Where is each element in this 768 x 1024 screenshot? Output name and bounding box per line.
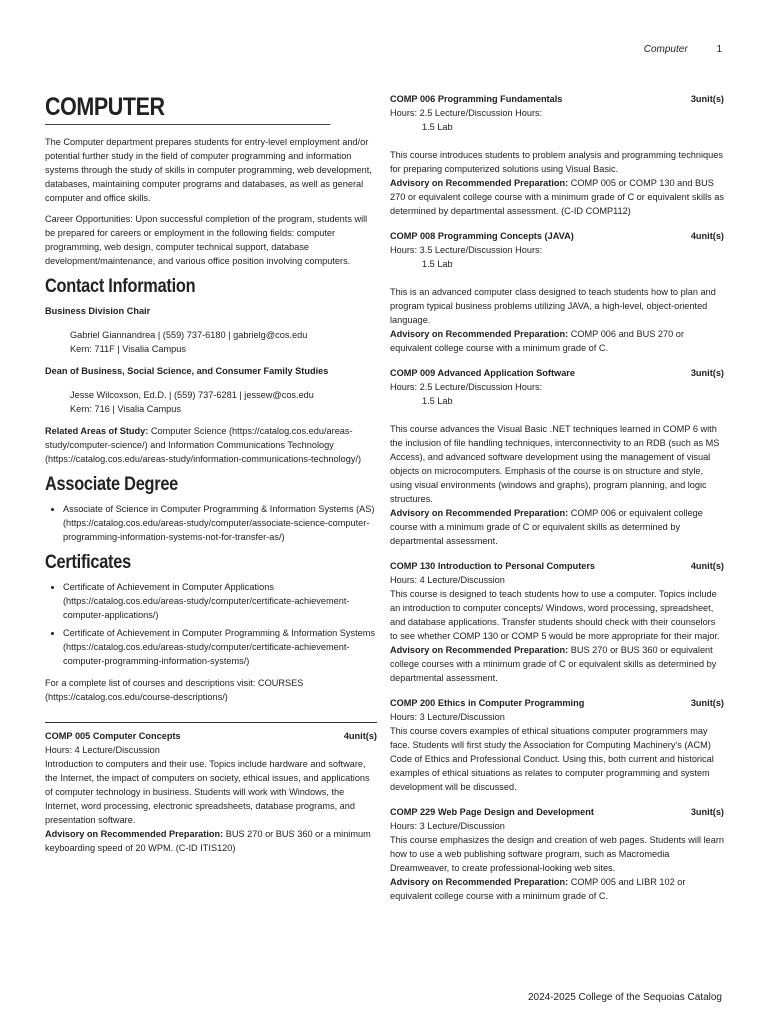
running-header (644, 44, 722, 55)
running-title: Computer (643, 44, 688, 55)
dean-line-2: Kern: 716 | Visalia Campus (70, 404, 181, 414)
course-hours: Hours: 4 Lecture/Discussion (390, 575, 505, 585)
divider (45, 722, 377, 723)
contact-heading: Contact Information (45, 276, 196, 297)
course-hours: Hours: 2.5 Lecture/Discussion Hours: (390, 108, 543, 118)
course-description: This course emphasizes the design and creation of web pages. Students will learn how to use a web publishing software program, such as Macromedia Dreamweaver, to create professional-looking web sites. (390, 835, 725, 873)
advisory-text: COMP 006 or equivalent college course with a minimum grade of C or equivalent skills as determined by departmental assessment. (390, 508, 703, 546)
course-hours: Hours: 4 Lecture/Discussion (45, 745, 160, 755)
advisory-label: Advisory on Recommended Preparation: (390, 877, 569, 887)
page-number: 1 (716, 44, 722, 55)
page-footer: 2024-2025 College of the Sequoias Catalog (527, 992, 722, 1003)
chair-contact (45, 328, 377, 356)
advisory-label: Advisory on Recommended Preparation: (390, 178, 569, 188)
courses-note[interactable]: For a complete list of courses and descriptions visit: COURSES (https://catalog.cos.edu/course-descriptions/) (45, 678, 304, 702)
advisory-label: Advisory on Recommended Preparation: (390, 329, 569, 339)
course-comp-005 (45, 729, 377, 855)
course-units: 3unit(s) (690, 94, 724, 104)
course-title: COMP 006 Programming Fundamentals (390, 94, 563, 104)
course-header (390, 696, 724, 710)
certificate-item[interactable]: • Certificate of Achievement in Computer Programming & Information Systems (https://catalog.cos.edu/areas-study/computer/certificate-achievement-computer-programming-information-systems/) (63, 626, 377, 668)
course-description: This course introduces students to problem analysis and programming techniques for preparing computerized solutions using Visual Basic. (390, 150, 723, 174)
course-advisory (390, 506, 724, 548)
advisory-label: Advisory on Recommended Preparation: (390, 508, 569, 518)
course-comp-006 (390, 92, 724, 218)
course-units: 3unit(s) (690, 698, 724, 708)
course-advisory (390, 176, 724, 218)
course-description: This course advances the Visual Basic .NET techniques learned in COMP 6 with the inclusion of file handling techniques, interconnectivity to an RDB (such as MS Access), and advanced software development using the management of visual objects on microcomputers. Emphasis of the course is on structure and style, using visual environments (windows and graphs), program planning, and logic structures. (390, 424, 720, 504)
course-units: 3unit(s) (690, 807, 724, 817)
course-units: 4unit(s) (690, 231, 724, 241)
advisory-text: COMP 005 and LIBR 102 or equivalent college course with a minimum grade of C. (390, 877, 686, 901)
course-hours: Hours: 3 Lecture/Discussion (390, 821, 505, 831)
course-units: 4unit(s) (690, 561, 724, 571)
course-header (45, 729, 377, 743)
course-comp-008 (390, 229, 724, 355)
course-title: COMP 130 Introduction to Personal Computers (390, 561, 596, 571)
related-areas (45, 424, 377, 466)
advisory-text: COMP 006 and BUS 270 or equivalent college course with a minimum grade of C. (390, 329, 684, 353)
associate-list (45, 502, 377, 544)
advisory-label: Advisory on Recommended Preparation: (390, 645, 569, 655)
course-title: COMP 200 Ethics in Computer Programming (390, 698, 585, 708)
department-title: COMPUTER (45, 92, 331, 125)
course-header (390, 559, 724, 573)
course-advisory (390, 327, 724, 355)
associate-heading: Associate Degree (45, 474, 179, 495)
course-comp-009 (390, 366, 724, 548)
course-description: This course is designed to teach students how to use a computer. Topics include an introduction to computer concepts/ Windows, word processing, spreadsheet, and database applications. Transfer students should check with their counselors to see whether COMP 130 or COMP 5 would be more appropriate for their major. (390, 589, 720, 641)
department-intro: The Computer department prepares students for entry-level employment and/or potential further study in the field of computer programming and information systems through the study of skills in computer programming, web development, databases, maintaining computer programs and databases, as well as general computer and office skills. (45, 137, 372, 203)
course-lab-hours: 1.5 Lab (422, 396, 453, 406)
course-description: This is an advanced computer class designed to teach students how to plan and program typical business problems utilizing JAVA, a high-level, object-oriented language. (390, 287, 716, 325)
course-description: This course covers examples of ethical situations computer programmers may face. Students will first study the Association for Computing Machinery's (ACM) Code of Ethics and Professional Conduct. Using this, both current and historical examples of ethical situations as relates to computer programming and system development will be discussed. (390, 726, 714, 792)
course-advisory (45, 827, 377, 855)
left-column (45, 92, 377, 866)
certificates-list (45, 580, 377, 668)
advisory-text: BUS 270 or BUS 360 or a minimum keyboarding speed of 20 WPM. (C-ID ITIS120) (45, 829, 371, 853)
course-units: 3unit(s) (690, 368, 724, 378)
certificate-item[interactable]: • Certificate of Achievement in Computer Applications (https://catalog.cos.edu/areas-study/computer/certificate-achievement-computer-applications/) (63, 580, 377, 622)
course-advisory (390, 643, 724, 685)
related-links[interactable]: Computer Science (https://catalog.cos.edu/areas-study/computer-science/) and Information Communications Technology (https://catalog.cos.edu/areas-study/information-communications-technology/) (45, 426, 362, 464)
course-lab-hours: 1.5 Lab (422, 259, 453, 269)
course-title: COMP 229 Web Page Design and Development (390, 807, 594, 817)
course-header (390, 805, 724, 819)
course-lab-hours: 1.5 Lab (422, 122, 453, 132)
dean-line-1: Jesse Wilcoxson, Ed.D. | (559) 737-6281 | jessew@cos.edu (70, 390, 314, 400)
chair-line-1: Gabriel Giannandrea | (559) 737-6180 | gabrielg@cos.edu (70, 330, 308, 340)
chair-line-2: Kern: 711F | Visalia Campus (70, 344, 186, 354)
course-title: COMP 008 Programming Concepts (JAVA) (390, 231, 574, 241)
course-comp-130 (390, 559, 724, 685)
course-comp-229 (390, 805, 724, 903)
course-title: COMP 005 Computer Concepts (45, 731, 181, 741)
course-header (390, 92, 724, 106)
advisory-text: COMP 005 or COMP 130 and BUS 270 or equivalent college course with a minimum grade of C or equivalent skills as determined by departmental assessment. (C-ID COMP112) (390, 178, 724, 216)
right-column (390, 92, 724, 914)
course-header (390, 229, 724, 243)
course-hours: Hours: 3.5 Lecture/Discussion Hours: (390, 245, 543, 255)
advisory-text: BUS 270 or BUS 360 or equivalent college courses with a minimum grade of C or equivalent skills as determined by departmental assessment. (390, 645, 717, 683)
chair-title: Business Division Chair (45, 306, 151, 316)
career-opportunities: Career Opportunities: Upon successful completion of the program, students will be prepared for careers or employment in the following fields: computer programming, web design, computer technical support, database development/maintenance, and various office position involving computers. (45, 214, 368, 266)
dean-title: Dean of Business, Social Science, and Consumer Family Studies (45, 366, 329, 376)
certificates-heading: Certificates (45, 552, 131, 573)
course-hours: Hours: 3 Lecture/Discussion (390, 712, 505, 722)
dean-contact (45, 388, 377, 416)
course-advisory (390, 875, 724, 903)
course-comp-200 (390, 696, 724, 794)
course-hours: Hours: 2.5 Lecture/Discussion Hours: (390, 382, 543, 392)
course-title: COMP 009 Advanced Application Software (390, 368, 575, 378)
associate-item[interactable]: • Associate of Science in Computer Programming & Information Systems (AS) (https://catalog.cos.edu/areas-study/computer/associate-science-computer-programming-information-systems-not-for-transfer-as/) (63, 502, 377, 544)
advisory-label: Advisory on Recommended Preparation: (45, 829, 224, 839)
course-units: 4unit(s) (343, 731, 377, 741)
related-label: Related Areas of Study: (45, 426, 149, 436)
course-header (390, 366, 724, 380)
course-description: Introduction to computers and their use. Topics include hardware and software, the Internet, the impact of computers on society, ethical issues, and applications of computer technology in business. Students will work with Windows, the Internet, word processing, electronic spreadsheets, database programs, and presentation software. (45, 759, 370, 825)
